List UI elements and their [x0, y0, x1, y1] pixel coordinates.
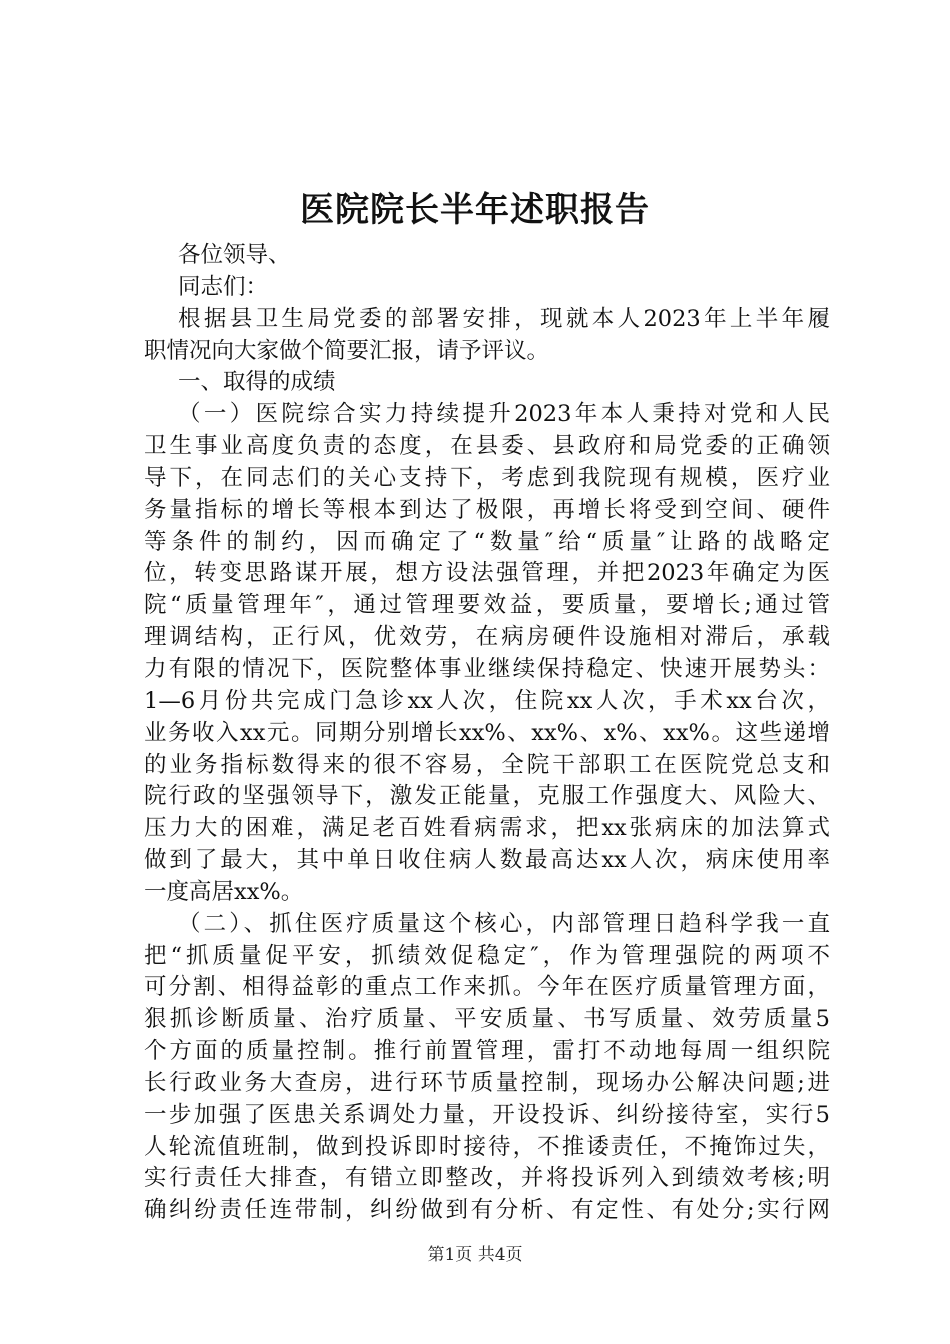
text-line: 个方面的质量控制。推行前置管理，雷打不动地每周一组织院 [144, 1038, 830, 1065]
text-line: 院“质量管理年″，通过管理要效益，要质量，要增长;通过管 [144, 592, 830, 619]
text-line: （一）医院综合实力持续提升2023年本人秉持对党和人民 [178, 401, 830, 428]
text-line: （二）、抓住医疗质量这个核心，内部管理日趋科学我一直 [178, 910, 830, 937]
text-line: 职情况向大家做个简要汇报，请予评议。 [144, 337, 550, 364]
text-line: 1—6月份共完成门急诊xx人次，住院xx人次，手术xx台次， [144, 687, 830, 714]
text-line: 一度高居xx%。 [144, 878, 304, 905]
text-line: 实行责任大排查，有错立即整改，并将投诉列入到绩效考核;明 [144, 1165, 830, 1192]
text-line: 院行政的坚强领导下，激发正能量，克服工作强度大、风险大、 [144, 783, 830, 810]
text-line: 力有限的情况下，医院整体事业继续保持稳定、快速开展势头： [144, 655, 830, 682]
document-title: 医院院长半年述职报告 [300, 190, 650, 230]
text-line: 各位领导、 [178, 242, 291, 268]
text-line: 同志们： [178, 273, 269, 300]
text-line: 位，转变思路谋开展，想方设法强管理，并把2023年确定为医 [144, 560, 830, 587]
text-line: 业务收入xx元。同期分别增长xx%、xx%、x%、xx%。这些递增 [144, 719, 830, 746]
text-line: 可分割、相得益彰的重点工作来抓。今年在医疗质量管理方面， [144, 974, 830, 1001]
text-line: 一、取得的成绩 [178, 369, 336, 396]
text-line: 导下，在同志们的关心支持下，考虑到我院现有规模，医疗业 [144, 464, 830, 491]
text-line: 根据县卫生局党委的部署安排，现就本人2023年上半年履 [178, 305, 830, 332]
text-line: 等条件的制约，因而确定了“数量″给“质量″让路的战略定 [144, 528, 830, 555]
text-line: 的业务指标数得来的很不容易，全院干部职工在医院党总支和 [144, 751, 830, 778]
text-line: 做到了最大，其中单日收住病人数最高达xx人次，病床使用率 [144, 847, 830, 874]
page-footer: 第1页 共4页 [427, 1245, 523, 1265]
text-line: 一步加强了医患关系调处力量，开设投诉、纠纷接待室，实行5 [144, 1101, 830, 1128]
text-line: 压力大的困难，满足老百姓看病需求，把xx张病床的加法算式 [144, 815, 830, 842]
text-line: 狠抓诊断质量、治疗质量、平安质量、书写质量、效劳质量5 [144, 1006, 830, 1033]
text-line: 理调结构，正行风，优效劳，在病房硬件设施相对滞后，承载 [144, 624, 830, 651]
text-line: 务量指标的增长等根本到达了极限，再增长将受到空间、硬件 [144, 496, 830, 523]
text-line: 卫生事业高度负责的态度，在县委、县政府和局党委的正确领 [144, 433, 830, 460]
text-line: 确纠纷责任连带制，纠纷做到有分析、有定性、有处分;实行网 [144, 1197, 830, 1224]
text-line: 长行政业务大查房，进行环节质量控制，现场办公解决问题;进 [144, 1069, 830, 1096]
text-line: 人轮流值班制，做到投诉即时接待，不推诿责任，不掩饰过失， [144, 1133, 830, 1160]
text-line: 把“抓质量促平安，抓绩效促稳定″，作为管理强院的两项不 [144, 942, 830, 969]
document-body [144, 240, 830, 1227]
